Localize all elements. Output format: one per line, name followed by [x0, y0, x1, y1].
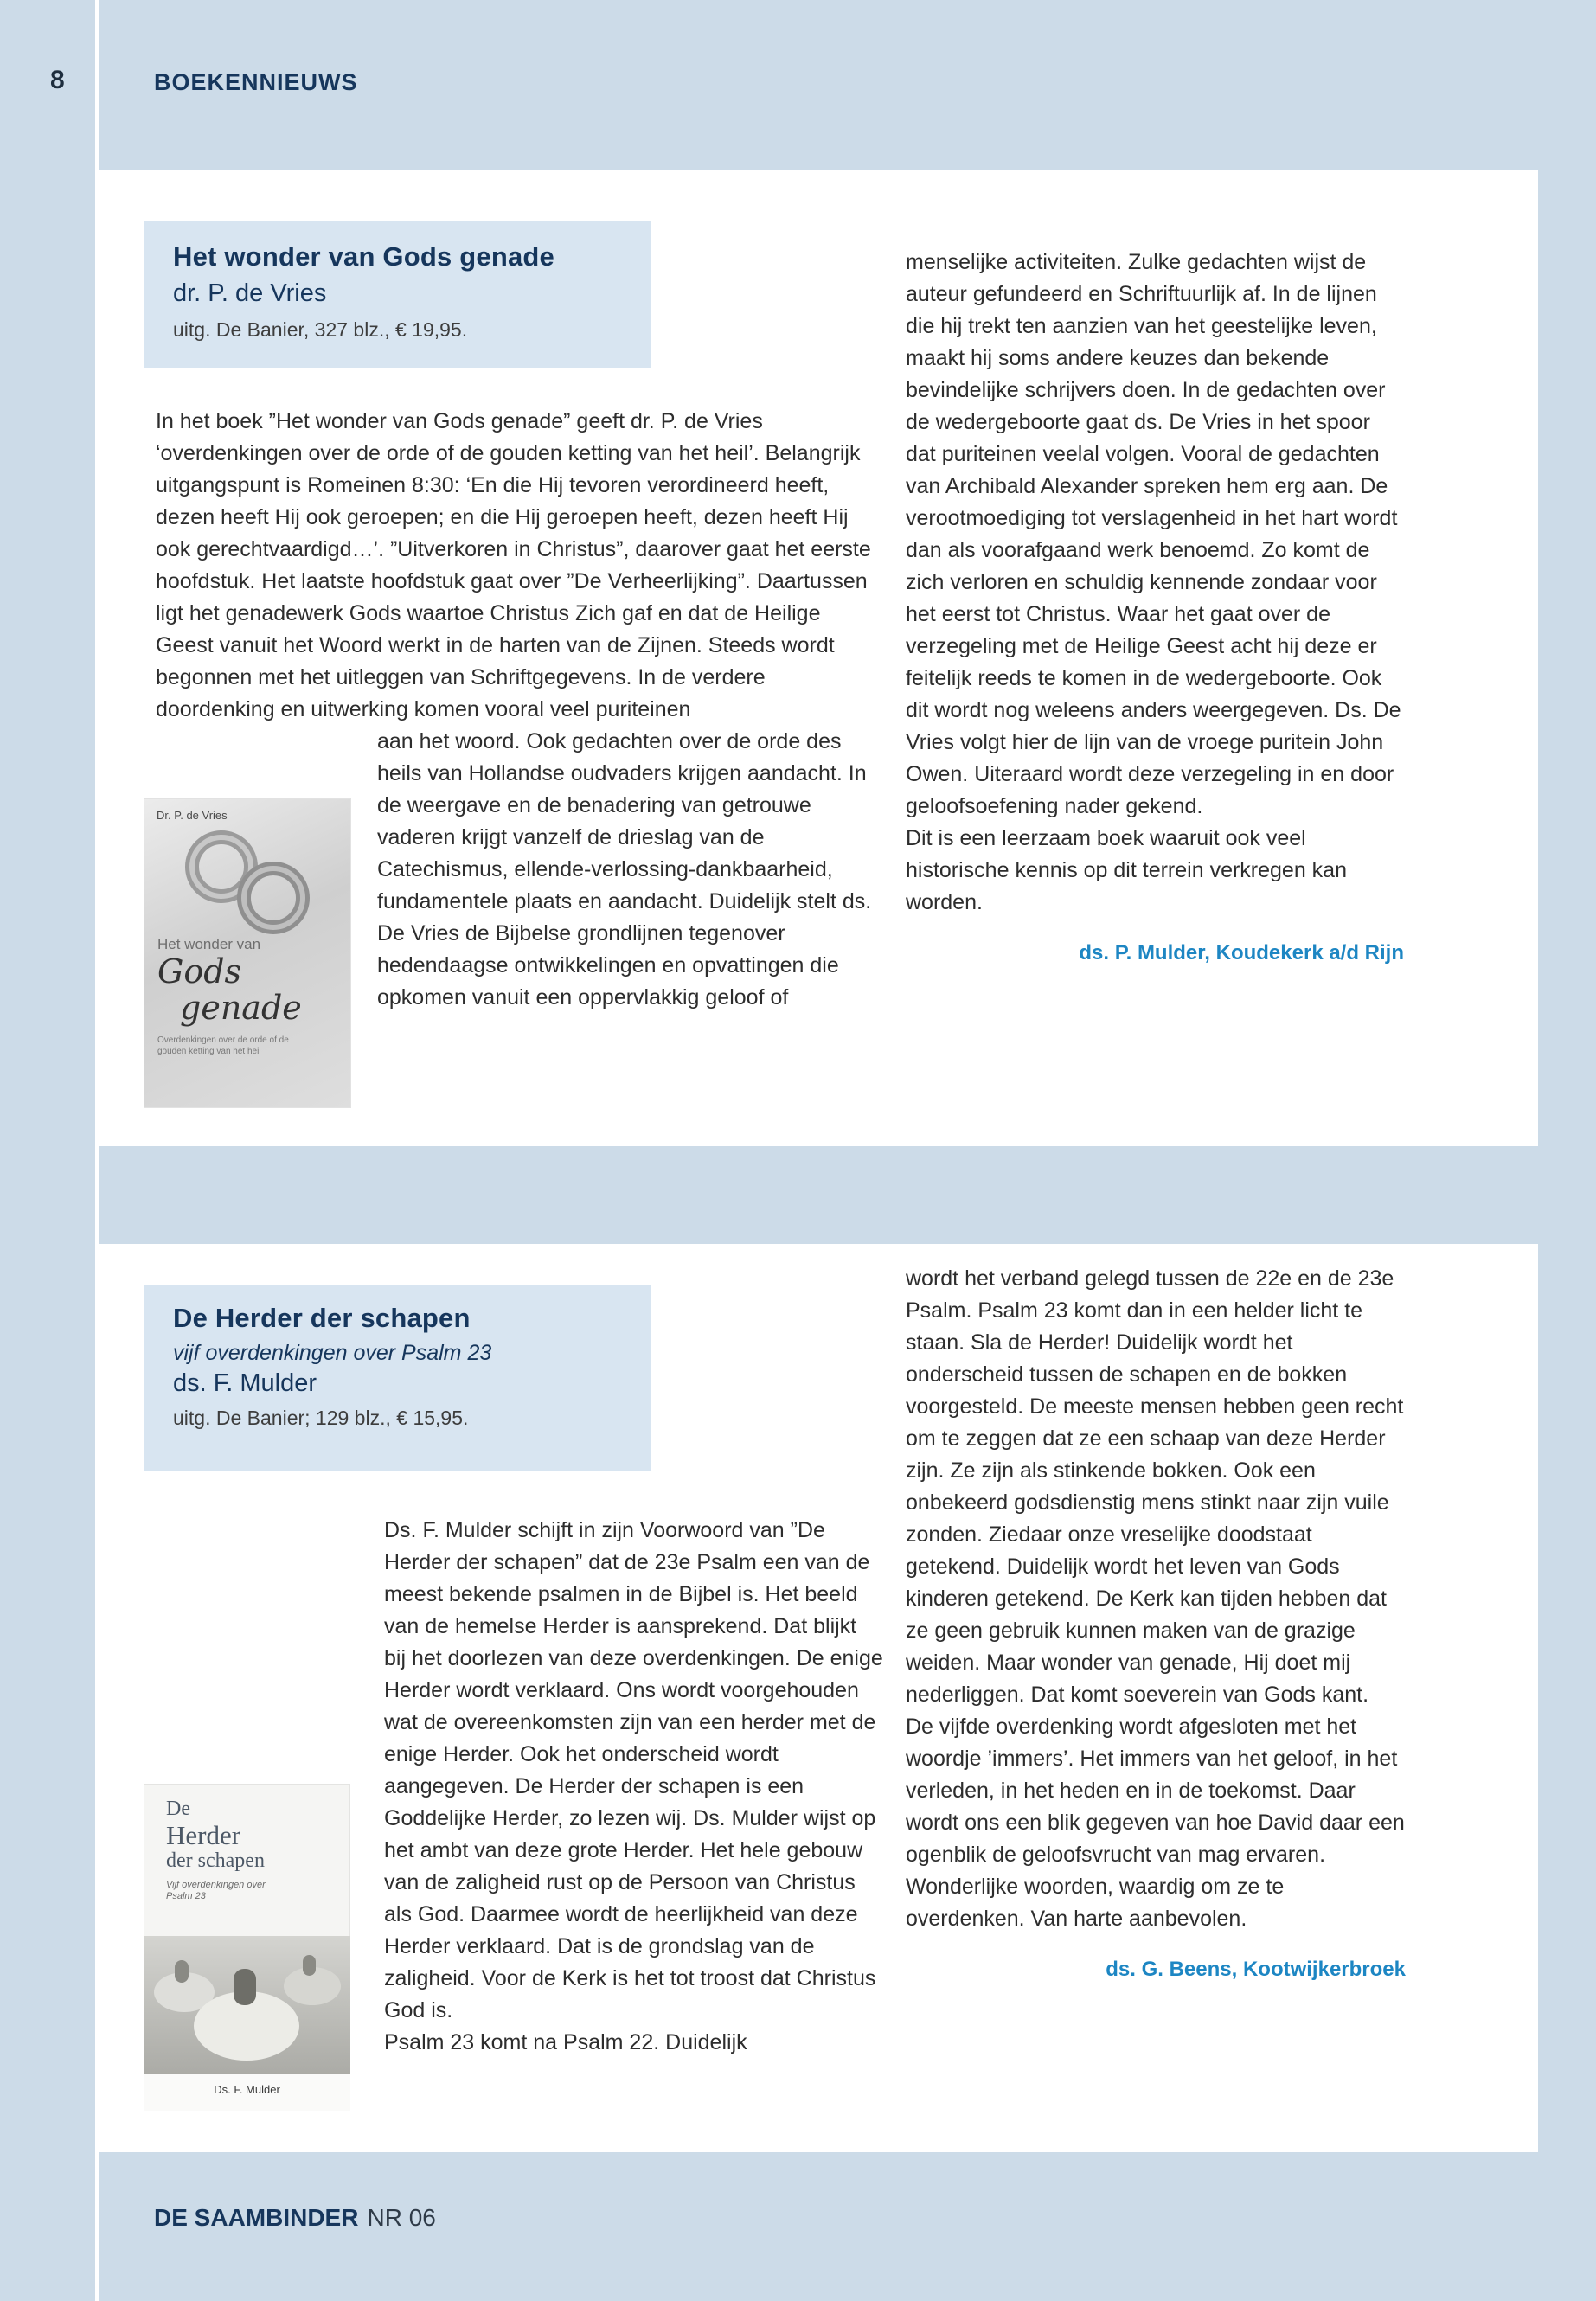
book-cover-herder-der-schapen — [144, 1784, 350, 2111]
sheep-head — [303, 1955, 316, 1976]
chain-links-image — [152, 822, 343, 936]
cover1-subtitle: Overdenkingen over de orde of de gouden ketting van het heil — [157, 1035, 289, 1056]
cover2-author: Ds. F. Mulder — [144, 2074, 350, 2111]
article2-author: ds. F. Mulder — [173, 1369, 317, 1397]
article1-publisher-info: uitg. De Banier, 327 blz., € 19,95. — [173, 318, 468, 341]
page-number: 8 — [50, 66, 65, 94]
sheep-head — [234, 1969, 256, 2005]
article2-body-paragraph: De vijfde overdenking wordt afgesloten met het woordje ’immers’. Het immers van het geloof, in het verleden, in het heden en in de toekomst. Daar wordt ons een blik gegeven van hoe David daar een ogenblik de geloofsvrucht van mag ervaren. Wonderlijke woorden, waardig om ze te overdenken. Van harte aanbevolen. — [906, 1715, 1405, 1931]
cover2-title-line1: De — [166, 1798, 190, 1820]
article1-author: dr. P. de Vries — [173, 279, 327, 307]
article2-subtitle: vijf overdenkingen over Psalm 23 — [173, 1341, 492, 1365]
section-title: BOEKENNIEUWS — [154, 69, 358, 95]
sheep-photo — [144, 1936, 350, 2074]
cover1-title-script — [144, 953, 351, 1026]
cover1-title-small: Het wonder van — [157, 936, 261, 952]
article1-body-paragraph: In het boek ”Het wonder van Gods genade” geeft dr. P. de Vries ‘overdenkingen over de orde of de gouden ketting van het heil’. Belangrijk uitgangspunt is Romeinen 8:30: ‘En die Hij tevoren verordineerd heeft, dezen heeft Hij ook geroepen; en die Hij geroepen heeft, dezen heeft Hij ook gerechtvaardigd…’. ”Uitverkoren in Christus”, daarover gaat het eerste hoofdstuk. Het laatste hoofdstuk gaat over ”De Verheerlijking”. Daartussen ligt het genadewerk Gods waartoe Christus Zich gaf en dat de Heilige Geest vanuit het Woord werkt in de harten van de Zijnen. Steeds wordt begonnen met het uitleggen van Schriftgegevens. In de verdere doordenking en uitwerking komen vooral veel puriteinen — [156, 409, 871, 721]
cover2-title-line2: Herder — [166, 1820, 241, 1850]
footer-issue-number: NR 06 — [367, 2204, 436, 2231]
book-cover-gods-genade — [144, 798, 351, 1108]
cover1-title-word-genade: genade — [180, 989, 302, 1027]
article2-publisher-info: uitg. De Banier; 129 blz., € 15,95. — [173, 1407, 469, 1429]
article2-reviewer-signature: ds. G. Beens, Kootwijkerbroek — [1106, 1958, 1406, 1981]
article2-left-column — [384, 1515, 884, 2059]
article-card-het-wonder-van-gods-genade — [98, 170, 1538, 1146]
article1-body-paragraph: menselijke activiteiten. Zulke gedachten wijst de auteur gefundeerd en Schriftuurlijk af. In de lijnen die hij trekt ten aanzien van het geestelijke leven, maakt hij soms andere keuzes dan bekende bevindelijke schrijvers doen. In de gedachten over de wedergeboorte gaat ds. De Vries in het spoor dat puriteinen veelal volgen. Vooral de gedachten van Archibald Alexander spreken hem erg aan. De verootmoediging tot verslagenheid in het hart wordt dan als voorafgaand werk benoemd. Zo komt de zich verloren en schuldig kennende zondaar voor het eerst tot Christus. Waar het gaat over de verzegeling met de Heilige Geest acht hij deze er feitelijk reeds te komen in de wedergeboorte. Ook dit wordt nog weleens anders weergegeven. Ds. De Vries volgt hier de lijn van de vroege puritein John Owen. Uiteraard wordt deze verzegeling in en door geloofsoefening nader gekend. — [906, 250, 1401, 818]
cover1-title-word-gods: Gods — [157, 952, 242, 990]
article1-title: Het wonder van Gods genade — [173, 241, 555, 272]
sheep-head — [175, 1960, 189, 1983]
article1-reviewer-signature: ds. P. Mulder, Koudekerk a/d Rijn — [1079, 941, 1404, 965]
article2-right-column — [906, 1263, 1406, 1982]
article1-right-column — [906, 247, 1404, 965]
cover2-title-line3: der schapen — [166, 1849, 265, 1872]
footer-magazine-name: DE SAAMBINDER — [154, 2204, 359, 2231]
cover2-subtitle: Vijf overdenkingen over Psalm 23 — [166, 1880, 266, 1901]
page-footer — [154, 2204, 436, 2232]
cover1-author: Dr. P. de Vries — [157, 809, 228, 822]
article2-body-paragraph: Ds. F. Mulder schijft in zijn Voorwoord van ”De Herder der schapen” dat de 23e Psalm een van de meest bekende psalmen in de Bijbel is. Het beeld van de hemelse Herder is aansprekend. Dat blijkt bij het doorlezen van deze overdenkingen. De enige Herder wordt verklaard. Ons wordt voorgehouden wat de overeenkomsten zijn van een herder met de enige Herder. Ook het onderscheid wordt aangegeven. De Herder der schapen is een Goddelijke Herder, zo lezen wij. Ds. Mulder wijst op het ambt van deze grote Herder. Het hele gebouw van de zaligheid rust op de Persoon van Christus als God. Daarmee wordt de heerlijkheid van deze Herder verklaard. Dat is de grondslag van de zaligheid. Voor de Kerk is het tot troost dat Christus God is. — [384, 1518, 883, 2022]
article2-body-paragraph: wordt het verband gelegd tussen de 22e en de 23e Psalm. Psalm 23 komt dan in een helder licht te staan. Sla de Herder! Duidelijk wordt het onderscheid tussen de schapen en de bokken voorgesteld. De meeste mensen hebben geen recht om te zeggen dat ze een schaap van deze Herder zijn. Ze zijn als stinkende bokken. Ook een onbekeerd godsdienstig mens stinkt naar zijn vuile zonden. Ziedaar onze vreselijke doodstaat getekend. Duidelijk wordt het leven van Gods kinderen getekend. De Kerk kan tijden hebben dat ze geen gebruik kunnen maken van de grazige weiden. Maar wonder van genade, Hij doet mij nederliggen. Dat komt soeverein van Gods kant. — [906, 1266, 1404, 1707]
article2-title: De Herder der schapen — [173, 1303, 471, 1333]
article1-header-box — [144, 221, 651, 368]
article2-body-paragraph: Psalm 23 komt na Psalm 22. Duidelijk — [384, 2030, 747, 2054]
article1-body-paragraph: Dit is een leerzaam boek waaruit ook veel historische kennis op dit terrein verkregen kan worden. — [906, 826, 1347, 914]
article2-header-box — [144, 1285, 651, 1471]
article-card-de-herder-der-schapen — [98, 1244, 1538, 2152]
article1-body-paragraph-beside-cover: aan het woord. Ook gedachten over de orde des heils van Hollandse oudvaders krijgen aandacht. In de weergave en de benadering van getrouwe vaderen krijgt vanzelf de drieslag van de Catechismus, ellende-verlossing-dankbaarheid, fundamentele plaats en aandacht. Duidelijk stelt ds. De Vries de Bijbelse grondlijnen tegenover hedendaagse ontwikkelingen en opvattingen die opkomen vanuit een oppervlakkig geloof of — [377, 729, 872, 1009]
